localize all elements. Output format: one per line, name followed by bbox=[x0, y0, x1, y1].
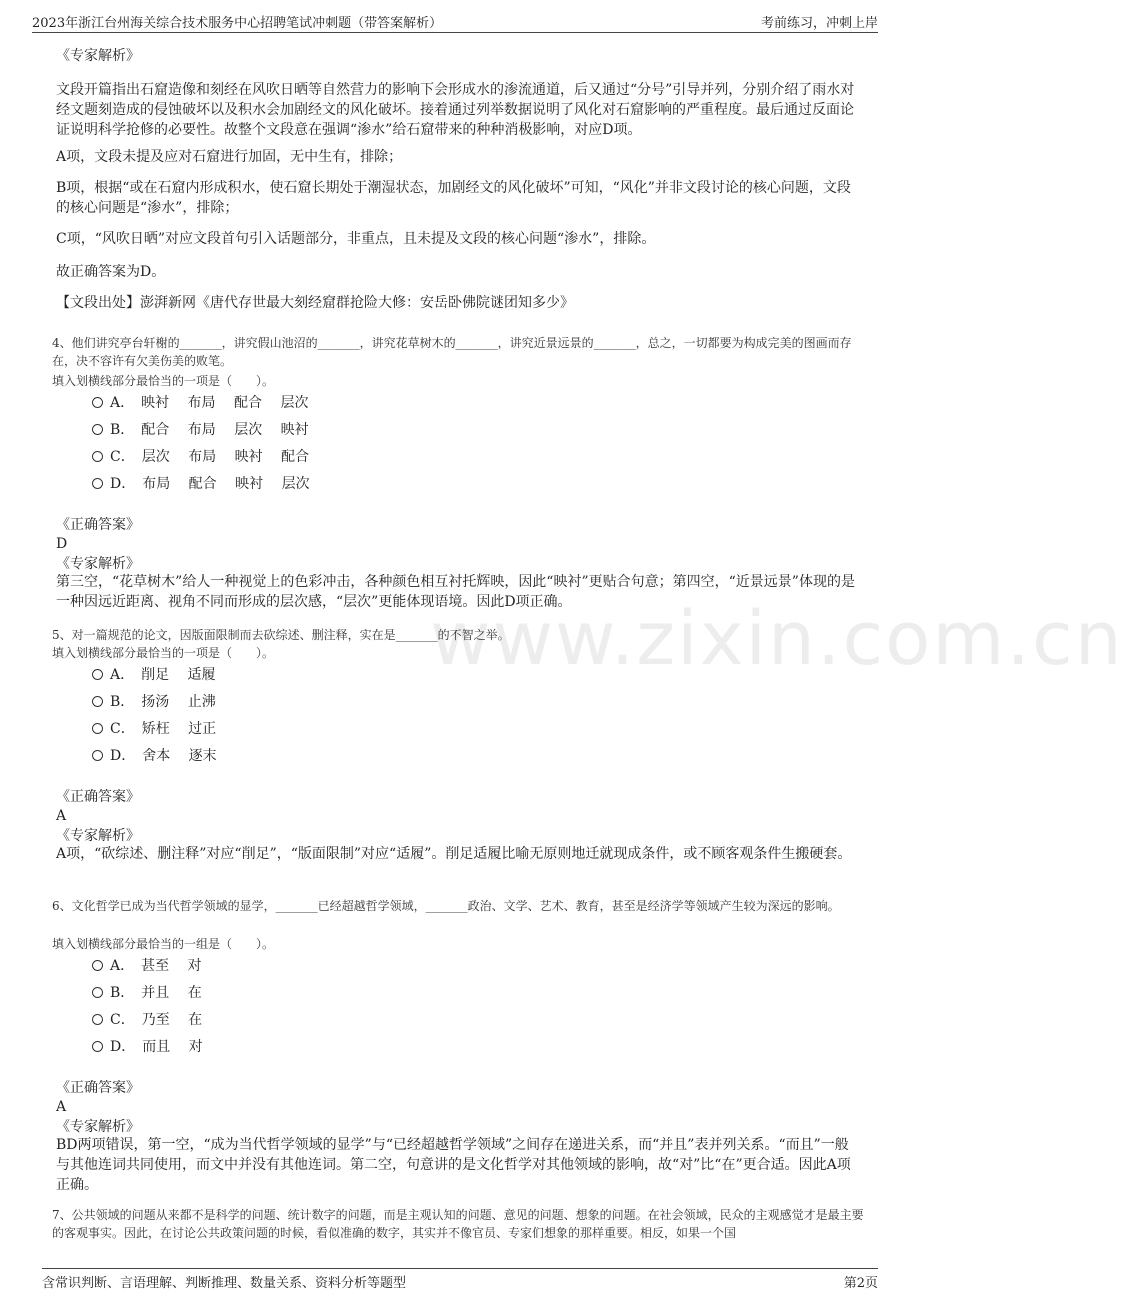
answer-label: 《正确答案》 bbox=[56, 1080, 140, 1096]
answer-label: 《正确答案》 bbox=[56, 789, 140, 805]
q5-option-d[interactable]: D． 舍本 逐末 bbox=[92, 746, 217, 766]
q4-option-a[interactable]: A． 映衬 布局 配合 层次 bbox=[92, 393, 308, 413]
page-header bbox=[32, 10, 878, 33]
option-c-analysis: C项，“风吹日晒”对应文段首句引入话题部分，非重点，且未提及文段的核心问题“渗水”，排除。 bbox=[56, 231, 656, 247]
radio-icon[interactable] bbox=[92, 987, 103, 998]
analysis-text: A项，“砍综述、删注释”对应“削足”，“版面限制”对应“适履”。削足适履比喻无原则地迁就现成条件，或不顾客观条件生搬硬套。 bbox=[56, 846, 852, 862]
radio-icon[interactable] bbox=[92, 669, 103, 680]
expert-analysis-label: 《专家解析》 bbox=[56, 48, 140, 64]
option-a-analysis: A项，文段未提及应对石窟进行加固，无中生有，排除； bbox=[56, 149, 403, 165]
answer-label: 《正确答案》 bbox=[56, 517, 140, 533]
radio-icon[interactable] bbox=[92, 696, 103, 707]
answer-value: A bbox=[56, 1099, 67, 1115]
answer-value: D bbox=[56, 536, 68, 552]
radio-icon[interactable] bbox=[92, 424, 103, 435]
q6-option-c[interactable]: C． 乃至 在 bbox=[92, 1010, 202, 1030]
option-b-analysis: B项，根据“或在石窟内形成积水，使石窟长期处于潮湿状态，加剧经文的风化破坏”可知，“风化”并非文段讨论的核心问题，文段的核心问题是“渗水”，排除； bbox=[56, 180, 851, 216]
question-5-stem: 5、对一篇规范的论文，因版面限制而去砍综述、删注释，实在是_______的不智之举。 bbox=[52, 628, 510, 642]
footer-topics: 含常识判断、言语理解、判断推理、数量关系、资料分析等题型 bbox=[42, 1276, 407, 1291]
question-5-prompt: 填入划横线部分最恰当的一项是（ ）。 bbox=[52, 646, 275, 660]
q4-option-c[interactable]: C． 层次 布局 映衬 配合 bbox=[92, 447, 309, 467]
watermark: www.zixin.com.cn bbox=[430, 596, 1124, 682]
document-title: 2023年浙江台州海关综合技术服务中心招聘笔试冲刺题（带答案解析） bbox=[32, 16, 443, 31]
radio-icon[interactable] bbox=[92, 750, 103, 761]
q6-option-b[interactable]: B． 并且 在 bbox=[92, 983, 202, 1003]
header-slogan: 考前练习，冲刺上岸 bbox=[760, 16, 878, 31]
radio-icon[interactable] bbox=[92, 1041, 103, 1052]
analysis-paragraph: 文段开篇指出石窟造像和刻经在风吹日晒等自然营力的影响下会形成水的渗流通道，后又通过“分号”引导并列，分别介绍了雨水对经文题刻造成的侵蚀破坏以及积水会加剧经文的风化破坏。接着通过列举数据说明了风化对石窟影响的严重程度。最后通过反面论证说明科学抢修的必要性。故整个文段意在强调“渗水”给石窟带来的种种消极影响，对应D项。 bbox=[56, 82, 855, 138]
q5-option-b[interactable]: B． 扬汤 止沸 bbox=[92, 692, 216, 712]
q4-option-d[interactable]: D． 布局 配合 映衬 层次 bbox=[92, 474, 310, 494]
radio-icon[interactable] bbox=[92, 478, 103, 489]
radio-icon[interactable] bbox=[92, 723, 103, 734]
q5-option-c[interactable]: C． 矫枉 过正 bbox=[92, 719, 216, 739]
question-4-prompt: 填入划横线部分最恰当的一项是（ ）。 bbox=[52, 374, 275, 388]
page-number: 第2页 bbox=[843, 1276, 878, 1291]
radio-icon[interactable] bbox=[92, 397, 103, 408]
question-7-stem: 7、公共领域的问题从来都不是科学的问题、统计数字的问题，而是主观认知的问题、意见的问题、想象的问题。在社会领域，民众的主观感觉才是最主要的客观事实。因此，在讨论公共政策问题的时候，看似准确的数字，其实并不像官员、专家们想象的那样重要。相反，如果一个国 bbox=[52, 1208, 864, 1240]
expert-analysis-label: 《专家解析》 bbox=[56, 1119, 140, 1135]
analysis-text: BD两项错误，第一空，“成为当代哲学领域的显学”与“已经超越哲学领域”之间存在递进关系，而“并且”表并列关系。“而且”一般与其他连词共同使用，而文中并没有其他连词。第二空，句意讲的是文化哲学对其他领域的影响，故“对”比“在”更合适。因此A项正确。 bbox=[56, 1137, 851, 1193]
q5-option-a[interactable]: A． 削足 适履 bbox=[92, 665, 216, 685]
q6-option-d[interactable]: D． 而且 对 bbox=[92, 1037, 203, 1057]
expert-analysis-label: 《专家解析》 bbox=[56, 556, 140, 572]
q4-option-b[interactable]: B． 配合 布局 层次 映衬 bbox=[92, 420, 309, 440]
q6-option-a[interactable]: A． 甚至 对 bbox=[92, 956, 202, 976]
question-6-stem: 6、文化哲学已成为当代哲学领域的显学，_______已经超越哲学领域，_______政治、文学、艺术、教育，甚至是经济学等领域产生较为深远的影响。 bbox=[52, 899, 840, 913]
page-footer bbox=[42, 1268, 878, 1291]
radio-icon[interactable] bbox=[92, 1014, 103, 1025]
radio-icon[interactable] bbox=[92, 451, 103, 462]
question-6-prompt: 填入划横线部分最恰当的一组是（ ）。 bbox=[52, 937, 275, 951]
conclusion: 故正确答案为D。 bbox=[56, 264, 166, 280]
radio-icon[interactable] bbox=[92, 960, 103, 971]
source-note: 【文段出处】澎湃新网《唐代存世最大刻经窟群抢险大修：安岳卧佛院谜团知多少》 bbox=[56, 295, 574, 311]
expert-analysis-label: 《专家解析》 bbox=[56, 828, 140, 844]
question-4-stem: 4、他们讲究亭台轩榭的_______，讲究假山池沼的_______，讲究花草树木的_______，讲究近景远景的_______，总之，一切都要为构成完美的图画而存在，决不容许有欠美伤美的败笔。 bbox=[52, 336, 852, 368]
answer-value: A bbox=[56, 808, 67, 824]
analysis-text: 第三空，“花草树木”给人一种视觉上的色彩冲击，各种颜色相互衬托辉映，因此“映衬”更贴合句意；第四空，“近景远景”体现的是一种因远近距离、视角不同而形成的层次感，“层次”更能体现语境。因此D项正确。 bbox=[56, 574, 855, 610]
